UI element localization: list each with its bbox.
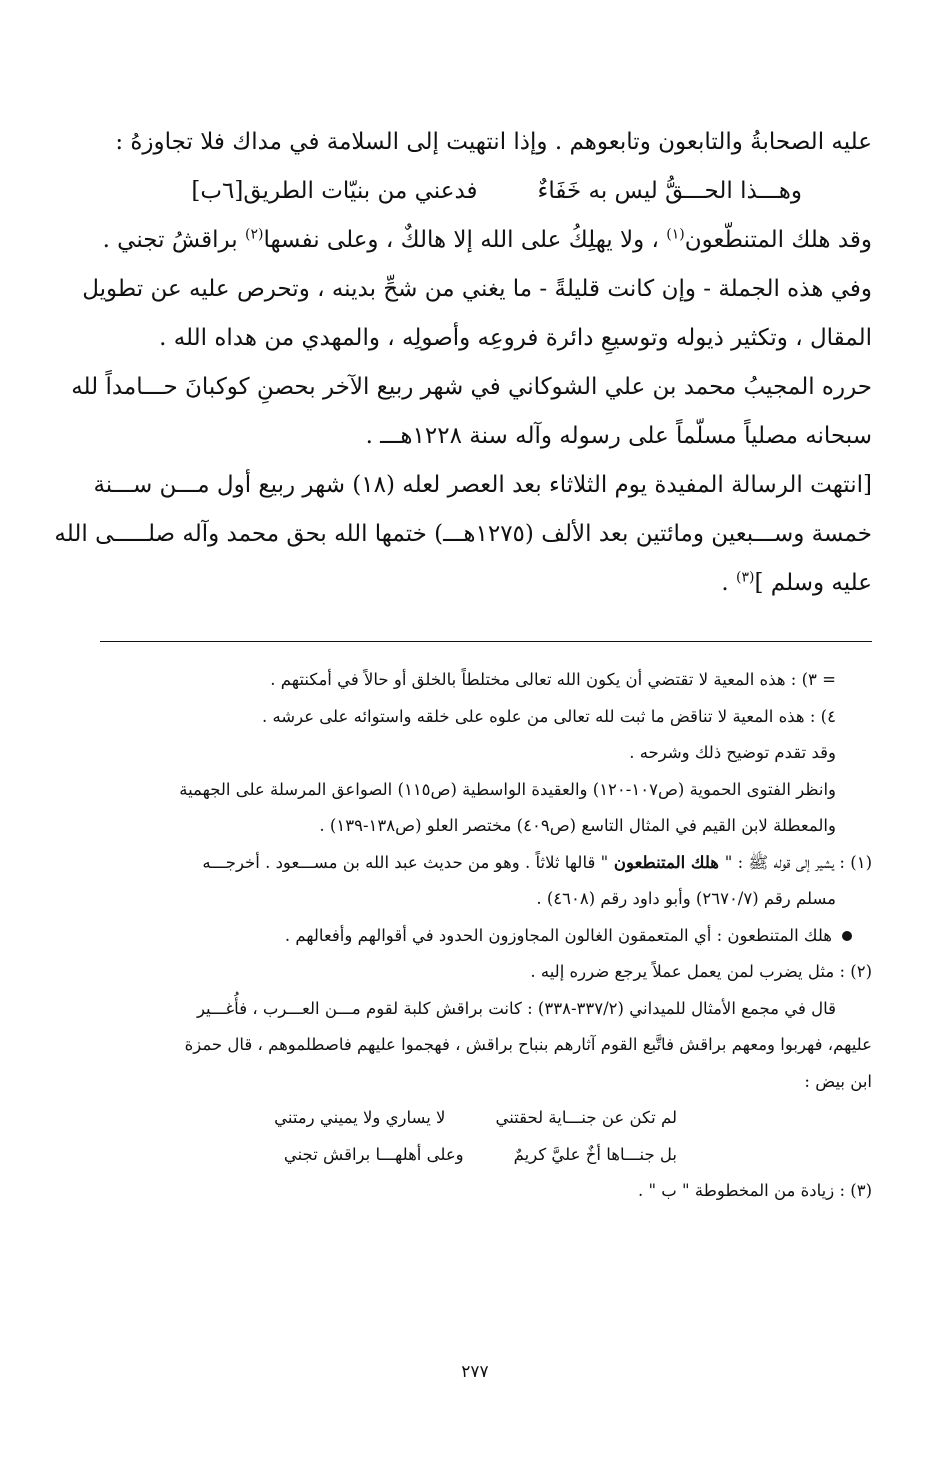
bullet-icon bbox=[842, 931, 852, 941]
footnote-line: (٢) : مثل يضرب لمن يعمل عملاً يرجع ضرره إليه . bbox=[530, 962, 872, 981]
text-line: عليه الصحابةُ والتابعون وتابعوهم . وإذا انتهيت إلى السلامة في مداك فلا تجاوزهُ : bbox=[115, 129, 872, 155]
footnote-bullet-line bbox=[100, 918, 872, 955]
footnote-line bbox=[100, 845, 872, 882]
text-line bbox=[100, 216, 872, 265]
main-text bbox=[54, 118, 872, 608]
footnote-line: مسلم رقم (٢٦٧٠/٧) وأبو داود رقم (٤٦٠٨) . bbox=[536, 889, 836, 908]
text-line: حرره المجيبُ محمد بن علي الشوكاني في شهر ربيع الآخر بحصنِ كوكبانَ حـــامداً لله bbox=[71, 374, 872, 400]
text-line: [انتهت الرسالة المفيدة يوم الثلاثاء بعد العصر لعله (١٨) شهر ربيع أول مـــن ســـنة bbox=[93, 472, 872, 498]
text-segment: وقد هلك المتنطّعون bbox=[684, 227, 872, 253]
poem-first-hemistich: بل جنـــاها أخٌ عليَّ كريمٌ bbox=[513, 1144, 677, 1164]
footnote-line: والمعطلة لابن القيم في المثال التاسع (ص٤٠٩) مختصر العلو (ص١٣٨-١٣٩) . bbox=[319, 816, 836, 835]
footnote-line: (٣) : زيادة من المخطوطة " ب " . bbox=[637, 1181, 872, 1200]
hadith-quote: هلك المتنطعون bbox=[608, 852, 725, 872]
page-number: ٢٧٧ bbox=[461, 1362, 489, 1382]
poem-line bbox=[100, 1100, 872, 1137]
text-line: خمسة وســـبعين ومائتين بعد الألف (١٢٧٥هـــ) ختمها الله بحق محمد وآله صلـــــى الله bbox=[54, 521, 872, 547]
text-line: وفي هذه الجملة - وإن كانت قليلةً - ما يغني من شحِّ بدينه ، وتحرص عليه عن تطويل bbox=[82, 276, 872, 302]
footnote-line: = ٣) : هذه المعية لا تقتضي أن يكون الله تعالى مختلطاً بالخلق أو حالاً في أمكنتهم . bbox=[270, 670, 836, 689]
text-segment: عليه وسلم ] bbox=[754, 570, 872, 596]
verse-line bbox=[100, 167, 872, 216]
poem-second-hemistich: وعلى أهلهـــا براقش تجني bbox=[283, 1144, 464, 1164]
footnote-separator bbox=[100, 641, 872, 642]
footnote-ref[interactable]: (٢) bbox=[244, 226, 264, 243]
footnote-line: عليهم، فهربوا ومعهم براقش فاتَّبع القوم آثارهم بنباح براقش ، فهجموا عليهم فاصطلموهم ، قال حمزة bbox=[184, 1035, 872, 1054]
footnote-line: قال في مجمع الأمثال للميداني (٣٣٧/٢-٣٣٨) : كانت براقش كلبة لقوم مـــن العـــرب ، فأُغـــير bbox=[196, 998, 836, 1018]
footnote-line: ٤) : هذه المعية لا تناقض ما ثبت لله تعالى من علوه على خلقه واستوائه على عرشه . bbox=[261, 706, 836, 726]
footnote-line: وقد تقدم توضيح ذلك وشرحه . bbox=[629, 743, 836, 762]
footnotes bbox=[100, 662, 872, 1210]
text-segment: براقشُ تجني . bbox=[102, 227, 245, 253]
verse-first-hemistich: وهـــذا الحـــقُّ ليس به خَفَاءٌ bbox=[537, 178, 802, 204]
footnote-ref[interactable]: (١) bbox=[666, 226, 685, 243]
text-segment: ، ولا يهلِكُ على الله إلا هالكٌ ، وعلى نفسها bbox=[263, 227, 667, 253]
footnote-line: ابن بيض : bbox=[804, 1071, 872, 1091]
poem-line bbox=[100, 1137, 872, 1174]
poem-first-hemistich: لم تكن عن جنـــاية لحقتني bbox=[495, 1108, 677, 1127]
text-line: المقال ، وتكثير ذيوله وتوسيعِ دائرة فروعِه وأصولِه ، والمهدي من هداه الله . bbox=[159, 325, 872, 351]
text-segment: هلك المتنطعون : أي المتعمقون الغالون المجاوزون الحدود في أقوالهم وأفعالهم . bbox=[284, 925, 832, 945]
text-segment: " قالها ثلاثاً . وهو من حديث عبد الله بن مســـعود . أخرجـــه bbox=[202, 852, 609, 872]
text-line: سبحانه مصلياً مسلّماً على رسوله وآله سنة ١٢٢٨هـــ . bbox=[365, 423, 872, 449]
text-segment: (١) : يشير إلى قوله ﷺ : " bbox=[724, 852, 872, 872]
text-segment: . bbox=[721, 570, 737, 596]
poem-second-hemistich: لا يساري ولا يميني رمتني bbox=[274, 1108, 446, 1127]
verse-second-hemistich: فدعني من بنيّات الطريق[٦ب] bbox=[191, 178, 478, 204]
footnote-ref[interactable]: (٣) bbox=[736, 569, 755, 586]
text-line bbox=[100, 559, 872, 608]
footnote-line: وانظر الفتوى الحموية (ص١٠٧-١٢٠) والعقيدة الواسطية (ص١١٥) الصواعق المرسلة على الجهمية bbox=[179, 779, 836, 799]
